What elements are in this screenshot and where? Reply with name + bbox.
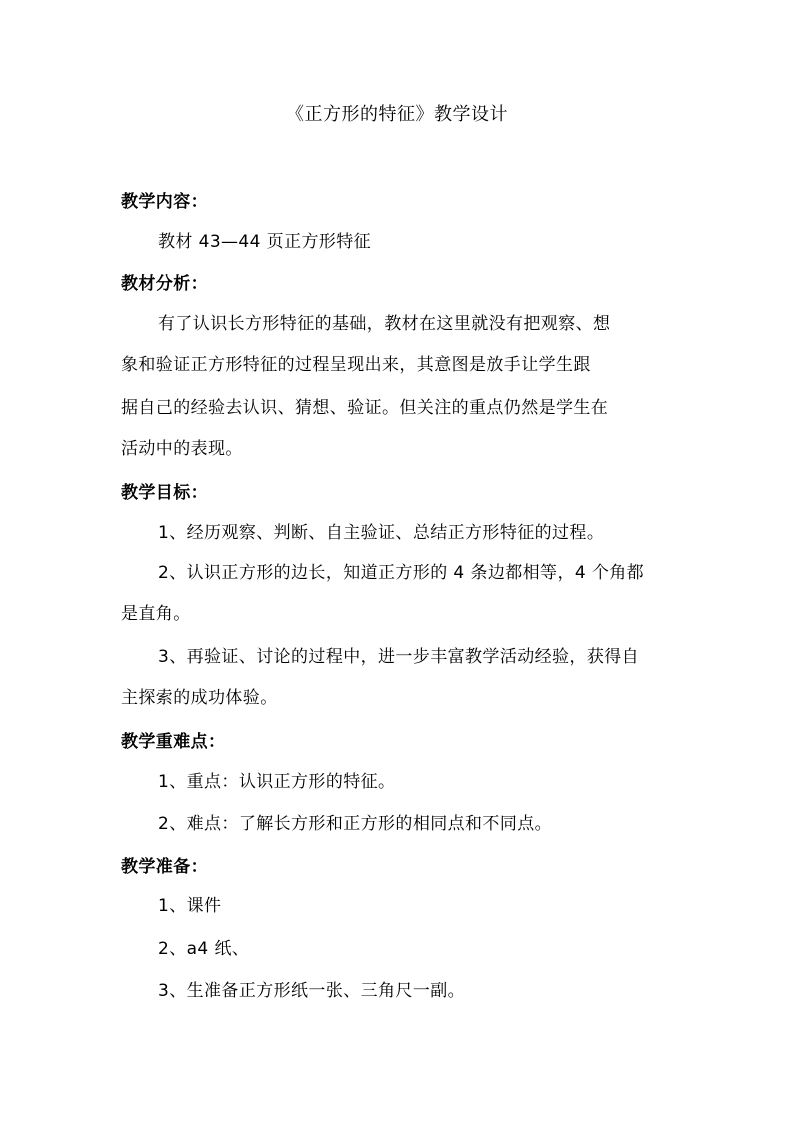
paragraph-line: 2、认识正方形的边长，知道正方形的 4 条边都相等，4 个角都 [158, 563, 645, 583]
section-heading-preparation: 教学准备： [121, 857, 208, 877]
paragraph-line: 3、生准备正方形纸一张、三角尺一副。 [158, 981, 466, 1001]
section-heading-key-points: 教学重难点： [121, 732, 226, 752]
paragraph-line: 象和验证正方形特征的过程呈现出来，其意图是放手让学生跟 [121, 355, 591, 375]
section-heading-analysis: 教材分析： [121, 274, 208, 294]
paragraph-line: 1、重点：认识正方形的特征。 [158, 772, 396, 792]
paragraph-line: 1、课件 [158, 896, 222, 916]
paragraph-line: 1、经历观察、判断、自主验证、总结正方形特征的过程。 [158, 523, 605, 543]
paragraph-line: 活动中的表现。 [121, 439, 243, 459]
paragraph-line: 据自己的经验去认识、猜想、验证。但关注的重点仍然是学生在 [121, 398, 609, 418]
paragraph-line: 教材 43—44 页正方形特征 [158, 232, 372, 252]
section-heading-content: 教学内容： [121, 192, 208, 212]
paragraph-line: 3、再验证、讨论的过程中，进一步丰富教学活动经验，获得自 [158, 647, 640, 667]
paragraph-line: 主探索的成功体验。 [121, 688, 278, 708]
paragraph-line: 2、难点：了解长方形和正方形的相同点和不同点。 [158, 814, 553, 834]
document-title: 《正方形的特征》教学设计 [286, 104, 508, 125]
paragraph-line: 2、a4 纸、 [158, 939, 250, 959]
section-heading-goals: 教学目标： [121, 483, 208, 503]
paragraph-line: 有了认识长方形特征的基础，教材在这里就没有把观察、想 [158, 314, 611, 334]
paragraph-line: 是直角。 [121, 604, 191, 624]
